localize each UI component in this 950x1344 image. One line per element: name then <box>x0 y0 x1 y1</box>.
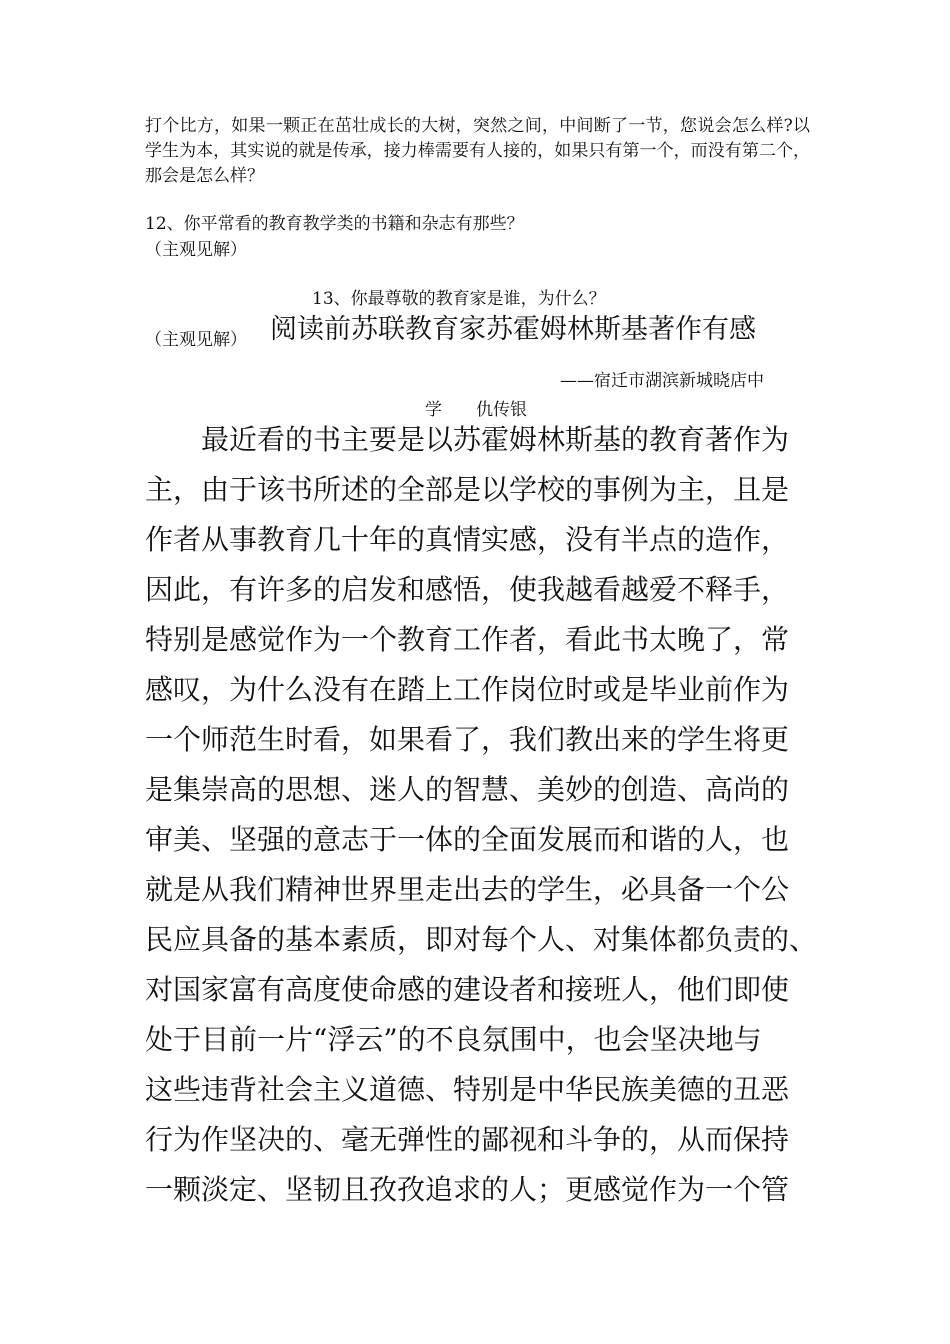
body-line: 感叹，为什么没有在踏上工作岗位时或是毕业前作为 <box>145 673 790 706</box>
question-12: 12、你平常看的教育教学类的书籍和杂志有那些？ <box>145 214 524 234</box>
body-line: 审美、坚强的意志于一体的全面发展而和谐的人，也 <box>145 823 790 856</box>
body-line: 行为作坚决的、毫无弹性的鄙视和斗争的，从而保持 <box>145 1123 790 1156</box>
question-13-note: （主观见解） <box>145 330 247 350</box>
article-title: 阅读前苏联教育家苏霍姆林斯基著作有感 <box>270 314 756 345</box>
body-line: 对国家富有高度使命感的建设者和接班人，他们即使 <box>145 973 790 1006</box>
body-line: 主，由于该书所述的全部是以学校的事例为主，且是 <box>145 473 790 506</box>
article-byline-line1: ——宿迁市湖滨新城晓店中 <box>560 371 764 391</box>
body-line: 最近看的书主要是以苏霍姆林斯基的教育著作为 <box>201 423 790 456</box>
question-12-note: （主观见解） <box>145 240 247 260</box>
body-line: 就是从我们精神世界里走出去的学生，必具备一个公 <box>145 873 790 906</box>
question-13: 13、你最尊敬的教育家是谁，为什么？ <box>312 289 606 309</box>
body-line: 作者从事教育几十年的真情实感，没有半点的造作， <box>145 523 790 556</box>
body-line: 这些违背社会主义道德、特别是中华民族美德的丑恶 <box>145 1073 790 1106</box>
body-line: 一颗淡定、坚韧且孜孜追求的人；更感觉作为一个管 <box>145 1173 790 1206</box>
body-line: 处于目前一片“浮云”的不良氛围中，也会坚决地与 <box>145 1023 762 1056</box>
intro-paragraph: 打个比方，如果一颗正在茁壮成长的大树，突然之间，中间断了一节，您说会怎么样?以学生为本，其实说的就是传承，接力棒需要有人接的，如果只有第一个，而没有第二个，那会是怎么样？ <box>145 116 810 186</box>
body-line: 民应具备的基本素质，即对每个人、对集体都负责的、 <box>145 923 818 956</box>
body-line: 特别是感觉作为一个教育工作者，看此书太晚了，常 <box>145 623 790 656</box>
body-line: 一个师范生时看，如果看了，我们教出来的学生将更 <box>145 723 790 756</box>
body-line: 是集崇高的思想、迷人的智慧、美妙的创造、高尚的 <box>145 773 790 806</box>
body-line: 因此，有许多的启发和感悟，使我越看越爱不释手， <box>145 573 790 606</box>
article-byline-line2: 学 仇传银 <box>425 400 527 420</box>
